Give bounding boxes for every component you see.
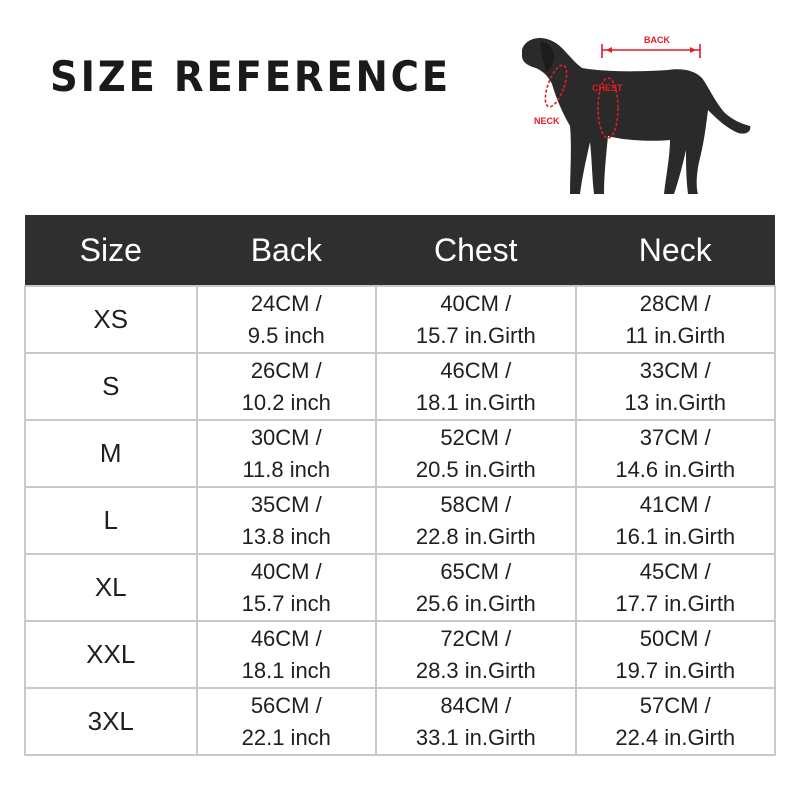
chest-inch-value: 33.1 in.Girth bbox=[415, 724, 536, 750]
chest-cm-value: 65CM / bbox=[440, 558, 512, 584]
chest-inch-value: 15.7 in.Girth bbox=[415, 322, 536, 348]
chest-cell bbox=[376, 353, 575, 420]
back-cm-value: 26CM / bbox=[250, 357, 322, 383]
table-row bbox=[25, 286, 775, 353]
table-row bbox=[25, 353, 775, 420]
back-inch-value: 11.8 inch bbox=[242, 456, 331, 482]
chest-cell bbox=[376, 420, 575, 487]
chest-cm-value: 58CM / bbox=[440, 491, 512, 517]
chest-cm-value: 84CM / bbox=[440, 692, 512, 718]
dog-measurement-diagram bbox=[510, 28, 760, 200]
chest-inch-value: 20.5 in.Girth bbox=[415, 456, 536, 482]
table-row bbox=[25, 487, 775, 554]
neck-inch-value: 19.7 in.Girth bbox=[615, 657, 736, 683]
back-inch-value: 10.2 inch bbox=[241, 389, 331, 415]
neck-cm-value: 45CM / bbox=[639, 558, 711, 584]
neck-cell bbox=[576, 688, 775, 755]
header-neck: Neck bbox=[576, 215, 775, 286]
neck-inch-value: 13 in.Girth bbox=[624, 389, 726, 415]
neck-cell bbox=[576, 621, 775, 688]
chest-cell bbox=[376, 487, 575, 554]
size-cell: XXL bbox=[25, 621, 197, 688]
back-inch-value: 13.8 inch bbox=[241, 523, 331, 549]
back-cm-value: 35CM / bbox=[250, 491, 322, 517]
neck-inch-value: 17.7 in.Girth bbox=[615, 590, 736, 616]
back-inch-value: 15.7 inch bbox=[241, 590, 331, 616]
table-row bbox=[25, 621, 775, 688]
back-cell bbox=[197, 487, 377, 554]
chest-cell bbox=[376, 688, 575, 755]
neck-cm-value: 28CM / bbox=[639, 290, 711, 316]
size-cell: XS bbox=[25, 286, 197, 353]
neck-inch-value: 16.1 in.Girth bbox=[615, 523, 736, 549]
neck-label: NECK bbox=[534, 116, 560, 126]
table-row bbox=[25, 554, 775, 621]
table-row bbox=[25, 420, 775, 487]
back-label: BACK bbox=[644, 35, 670, 45]
neck-inch-value: 14.6 in.Girth bbox=[615, 456, 736, 482]
back-cm-value: 40CM / bbox=[250, 558, 322, 584]
size-cell: XL bbox=[25, 554, 197, 621]
chest-cell bbox=[376, 554, 575, 621]
table-header-row bbox=[25, 215, 775, 286]
back-cm-value: 56CM / bbox=[250, 692, 322, 718]
back-cell bbox=[197, 420, 377, 487]
chest-inch-value: 22.8 in.Girth bbox=[415, 523, 536, 549]
size-cell: 3XL bbox=[25, 688, 197, 755]
size-table bbox=[24, 215, 776, 756]
back-cell bbox=[197, 286, 377, 353]
back-cell bbox=[197, 554, 377, 621]
back-cell bbox=[197, 621, 377, 688]
table-row bbox=[25, 688, 775, 755]
back-measurement-marker bbox=[602, 35, 700, 58]
neck-cm-value: 41CM / bbox=[639, 491, 711, 517]
neck-cell bbox=[576, 554, 775, 621]
size-cell: S bbox=[25, 353, 197, 420]
size-cell: M bbox=[25, 420, 197, 487]
neck-cm-value: 37CM / bbox=[639, 424, 711, 450]
neck-cm-value: 33CM / bbox=[639, 357, 711, 383]
chest-cm-value: 52CM / bbox=[440, 424, 512, 450]
header-chest: Chest bbox=[376, 215, 575, 286]
back-inch-value: 22.1 inch bbox=[241, 724, 331, 750]
chest-cm-value: 72CM / bbox=[440, 625, 512, 651]
neck-cm-value: 57CM / bbox=[639, 692, 711, 718]
chest-inch-value: 18.1 in.Girth bbox=[415, 389, 536, 415]
header-size: Size bbox=[25, 215, 197, 286]
neck-cell bbox=[576, 487, 775, 554]
back-cell bbox=[197, 353, 377, 420]
page-title: SIZE REFERENCE bbox=[50, 52, 451, 101]
back-inch-value: 18.1 inch bbox=[241, 657, 331, 683]
neck-inch-value: 22.4 in.Girth bbox=[615, 724, 736, 750]
chest-inch-value: 25.6 in.Girth bbox=[415, 590, 536, 616]
neck-cell bbox=[576, 286, 775, 353]
chest-cm-value: 40CM / bbox=[440, 290, 512, 316]
neck-cell bbox=[576, 353, 775, 420]
chest-inch-value: 28.3 in.Girth bbox=[415, 657, 536, 683]
chest-cell bbox=[376, 621, 575, 688]
back-cm-value: 24CM / bbox=[250, 290, 322, 316]
chest-label: CHEST bbox=[592, 83, 623, 93]
back-cm-value: 46CM / bbox=[250, 625, 322, 651]
chest-cell bbox=[376, 286, 575, 353]
back-inch-value: 9.5 inch bbox=[247, 322, 325, 348]
size-table-body bbox=[25, 286, 775, 755]
header-back: Back bbox=[197, 215, 377, 286]
back-cell bbox=[197, 688, 377, 755]
neck-cm-value: 50CM / bbox=[639, 625, 711, 651]
size-cell: L bbox=[25, 487, 197, 554]
neck-inch-value: 11 in.Girth bbox=[625, 322, 726, 348]
back-cm-value: 30CM / bbox=[250, 424, 322, 450]
chest-cm-value: 46CM / bbox=[440, 357, 512, 383]
neck-cell bbox=[576, 420, 775, 487]
